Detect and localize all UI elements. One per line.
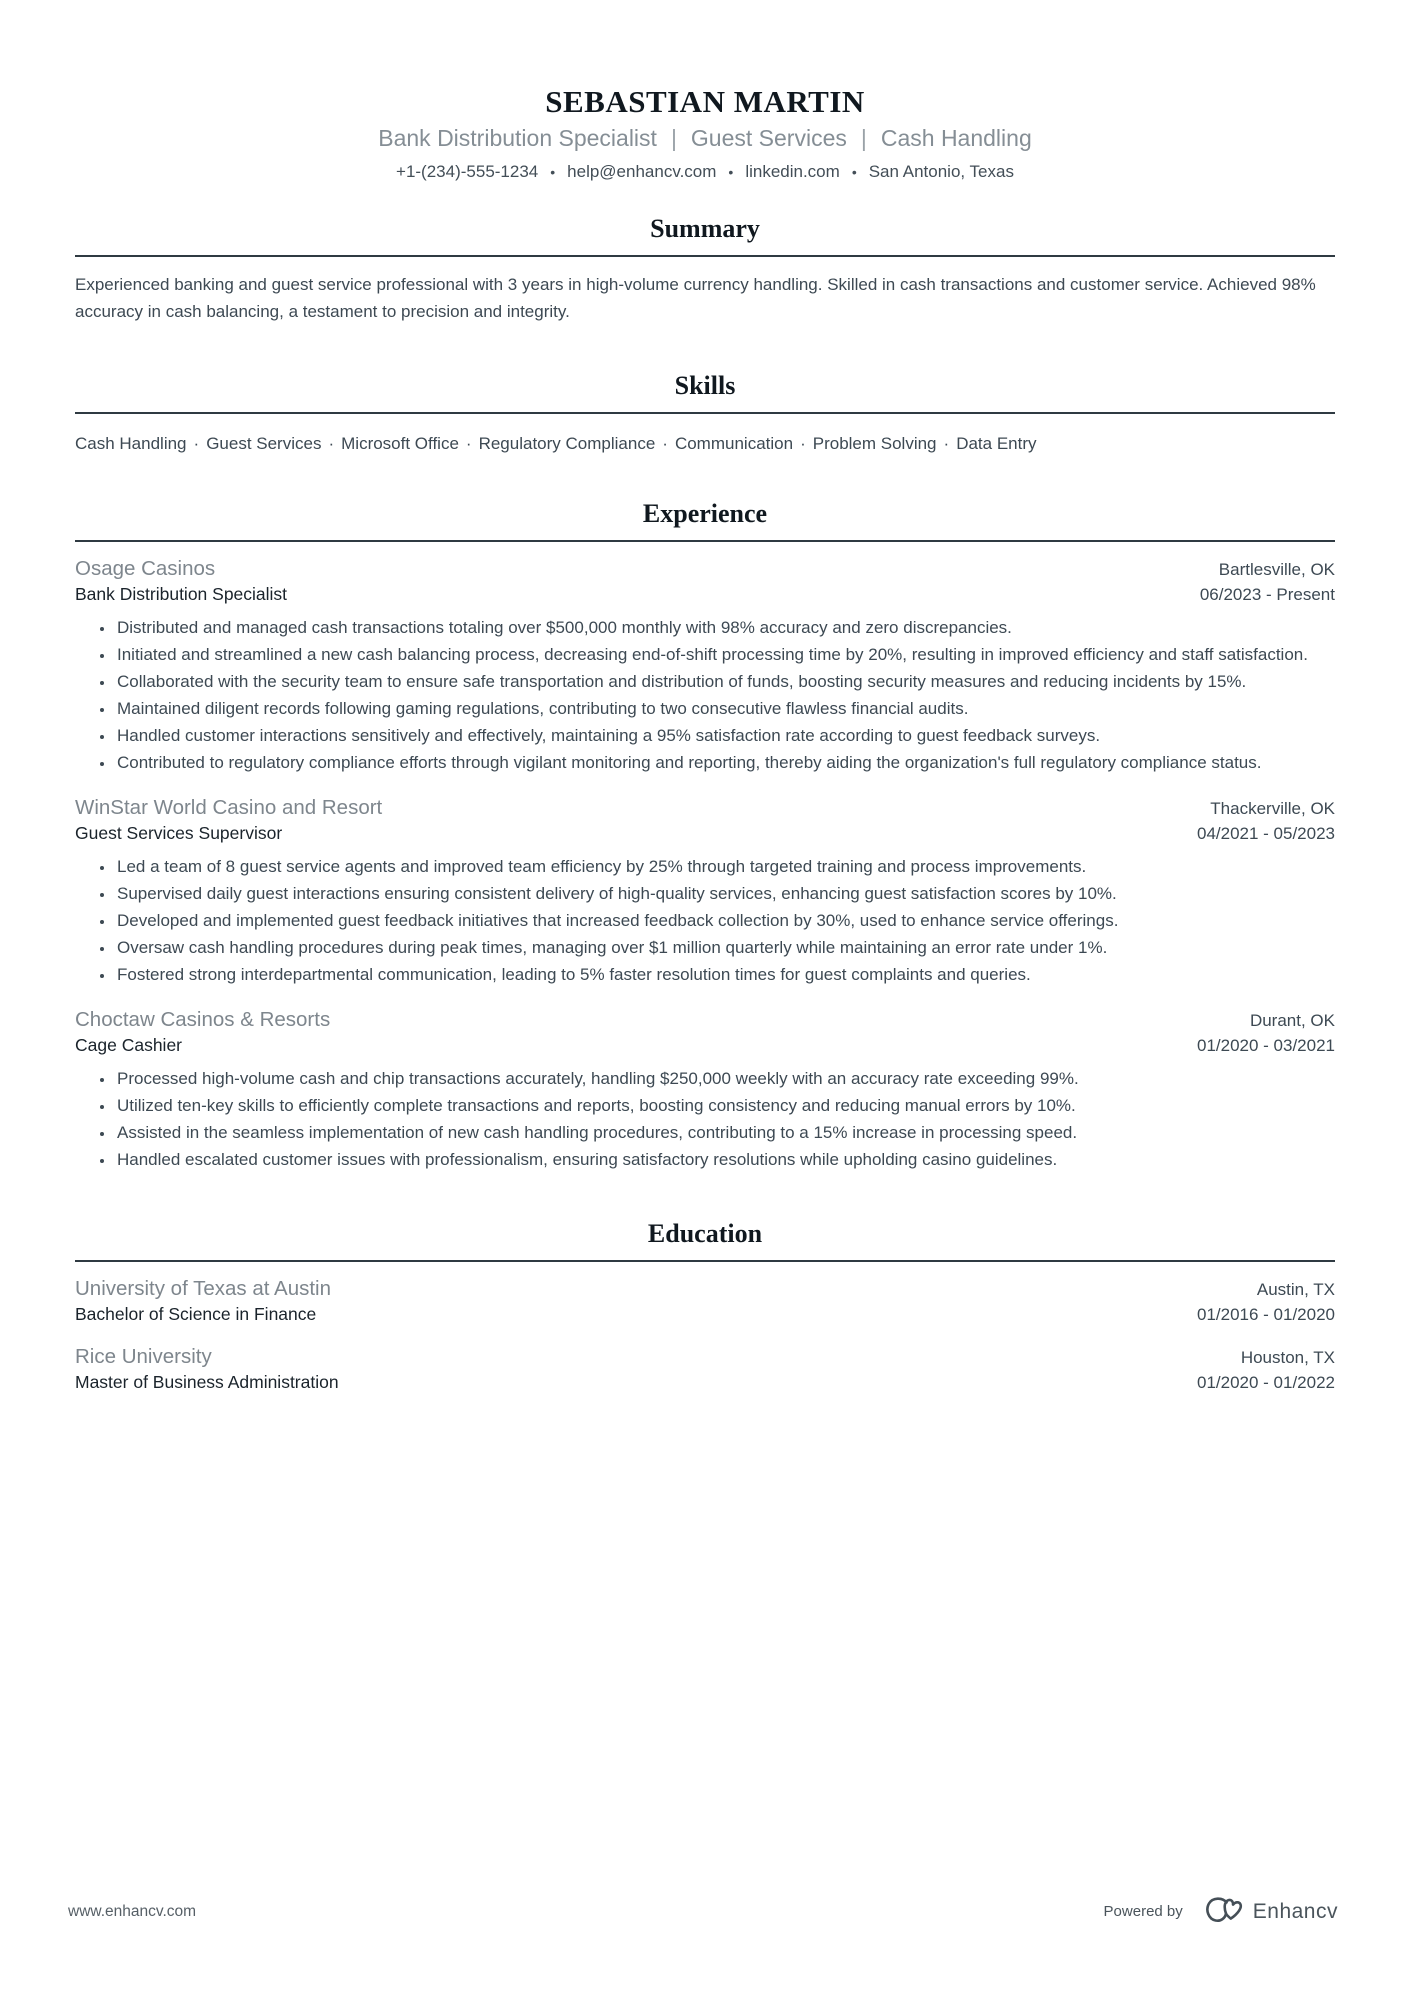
job-dates: 04/2021 - 05/2023 (1196, 824, 1335, 843)
education-heading: Education (647, 1219, 763, 1248)
job-location: Durant, OK (1249, 1011, 1335, 1030)
section-divider (75, 540, 1335, 542)
job-bullet: • Collaborated with the security team to ensure safe transportation and distribution of funds, boosting security measures and reducing incidents by 15%. (115, 668, 1335, 695)
job-bullet: • Supervised daily guest interactions ensuring consistent delivery of high-quality services, enhancing guest satisfaction scores by 10%. (115, 880, 1335, 907)
school-location: Austin, TX (1256, 1280, 1335, 1299)
bullet-separator: • (851, 164, 857, 180)
headline-part: Guest Services (690, 125, 847, 151)
section-divider (75, 1260, 1335, 1262)
experience-heading: Experience (642, 499, 768, 528)
job-bullet: • Oversaw cash handling procedures during peak times, managing over $1 million quarterly while maintaining an error rate under 1%. (115, 934, 1335, 961)
job-bullet: • Maintained diligent records following gaming regulations, contributing to two consecutive flawless financial audits. (115, 695, 1335, 722)
job-bullet: • Handled escalated customer issues with professionalism, ensuring satisfactory resolutions while upholding casino guidelines. (115, 1146, 1335, 1173)
bullet-separator: • (728, 164, 734, 180)
dot-separator: · (662, 434, 668, 453)
skill-item: Regulatory Compliance (478, 434, 656, 453)
dot-separator: · (943, 434, 950, 453)
degree-name: Bachelor of Science in Finance (75, 1304, 317, 1324)
dot-separator: · (328, 434, 335, 453)
contact-line (75, 162, 1335, 182)
headline (75, 125, 1335, 152)
degree-name: Master of Business Administration (75, 1372, 339, 1392)
email-address: help@enhancv.com (567, 162, 717, 181)
dot-separator: · (800, 434, 806, 453)
job-location: Thackerville, OK (1210, 799, 1335, 818)
job-bullet: • Fostered strong interdepartmental communication, leading to 5% faster resolution times for guest complaints and queries. (115, 961, 1335, 988)
dot-separator: · (465, 434, 472, 453)
experience-entry (75, 1008, 1335, 1173)
job-location: Bartlesville, OK (1218, 560, 1335, 579)
job-bullet: • Contributed to regulatory compliance efforts through vigilant monitoring and reporting, thereby aiding the organization's full regulatory compliance status. (115, 749, 1335, 776)
job-dates: 01/2020 - 03/2021 (1196, 1036, 1335, 1055)
skill-item: Guest Services (206, 434, 322, 453)
skills-heading: Skills (674, 371, 736, 400)
company-name: Choctaw Casinos & Resorts (75, 1008, 331, 1031)
headline-part: Bank Distribution Specialist (378, 125, 657, 151)
experience-entry (75, 796, 1335, 988)
school-location: Houston, TX (1240, 1348, 1335, 1367)
job-bullet: • Processed high-volume cash and chip transactions accurately, handling $250,000 weekly with an accuracy rate exceeding 99%. (115, 1065, 1335, 1092)
skills-list (75, 430, 1335, 457)
bullet-separator: • (550, 164, 556, 180)
job-bullet-list (75, 614, 1335, 776)
job-title: Cage Cashier (75, 1035, 182, 1055)
experience-section (75, 499, 1335, 1173)
pipe-separator: | (860, 125, 867, 151)
skill-item: Problem Solving (812, 434, 937, 453)
phone-number: +1-(234)-555-1234 (396, 162, 539, 181)
job-title: Guest Services Supervisor (75, 823, 283, 843)
page-footer (68, 1894, 1338, 1929)
dot-separator: · (193, 434, 200, 453)
education-section (75, 1219, 1335, 1393)
job-dates: 06/2023 - Present (1199, 585, 1335, 604)
linkedin-link: linkedin.com (745, 162, 840, 181)
education-dates: 01/2020 - 01/2022 (1196, 1373, 1335, 1392)
summary-text: Experienced banking and guest service professional with 3 years in high-volume currency handling. Skilled in cash transactions and customer service. Achieved 98% accuracy in cash balancing, a testament to precision and integrity. (75, 275, 1316, 321)
headline-part: Cash Handling (880, 125, 1032, 151)
school-name: University of Texas at Austin (75, 1277, 331, 1300)
education-entry (75, 1277, 1335, 1325)
skill-item: Cash Handling (75, 434, 187, 453)
section-divider (75, 255, 1335, 257)
powered-by-block[interactable] (1104, 1894, 1338, 1929)
job-bullet: • Assisted in the seamless implementation of new cash handling procedures, contributing to a 15% increase in processing speed. (115, 1119, 1335, 1146)
enhancv-brand (1197, 1894, 1338, 1929)
skill-item: Microsoft Office (341, 434, 459, 453)
job-bullet: • Utilized ten-key skills to efficiently complete transactions and reports, boosting consistency and reducing manual errors by 10%. (115, 1092, 1335, 1119)
skill-item: Data Entry (956, 434, 1037, 453)
candidate-name: SEBASTIAN MARTIN (545, 84, 865, 119)
summary-section (75, 214, 1335, 325)
job-bullet: • Developed and implemented guest feedback initiatives that increased feedback collection by 30%, used to enhance service offerings. (115, 907, 1335, 934)
experience-entry (75, 557, 1335, 776)
job-bullet: • Distributed and managed cash transactions totaling over $500,000 monthly with 98% accuracy and zero discrepancies. (115, 614, 1335, 641)
resume-header (75, 84, 1335, 182)
job-bullet: • Handled customer interactions sensitively and effectively, maintaining a 95% satisfaction rate according to guest feedback surveys. (115, 722, 1335, 749)
education-dates: 01/2016 - 01/2020 (1196, 1305, 1335, 1324)
company-name: Osage Casinos (75, 557, 216, 580)
education-entry (75, 1345, 1335, 1393)
pipe-separator: | (670, 125, 677, 151)
powered-by-label: Powered by (1103, 1903, 1183, 1920)
job-bullet: • Initiated and streamlined a new cash balancing process, decreasing end-of-shift processing time by 20%, resulting in improved efficiency and staff satisfaction. (115, 641, 1335, 668)
job-bullet-list (75, 1065, 1335, 1173)
skill-item: Communication (674, 434, 794, 453)
job-title: Bank Distribution Specialist (75, 584, 288, 604)
enhancv-logo-icon (1197, 1894, 1243, 1929)
section-divider (75, 412, 1335, 414)
location-text: San Antonio, Texas (868, 162, 1014, 181)
school-name: Rice University (75, 1345, 212, 1368)
job-bullet-list (75, 853, 1335, 988)
summary-heading: Summary (650, 214, 760, 243)
website-link: www.enhancv.com (68, 1902, 197, 1920)
enhancv-wordmark: Enhancv (1252, 1899, 1338, 1923)
job-bullet: • Led a team of 8 guest service agents and improved team efficiency by 25% through targeted training and process improvements. (115, 853, 1335, 880)
skills-section (75, 371, 1335, 457)
company-name: WinStar World Casino and Resort (75, 796, 383, 819)
